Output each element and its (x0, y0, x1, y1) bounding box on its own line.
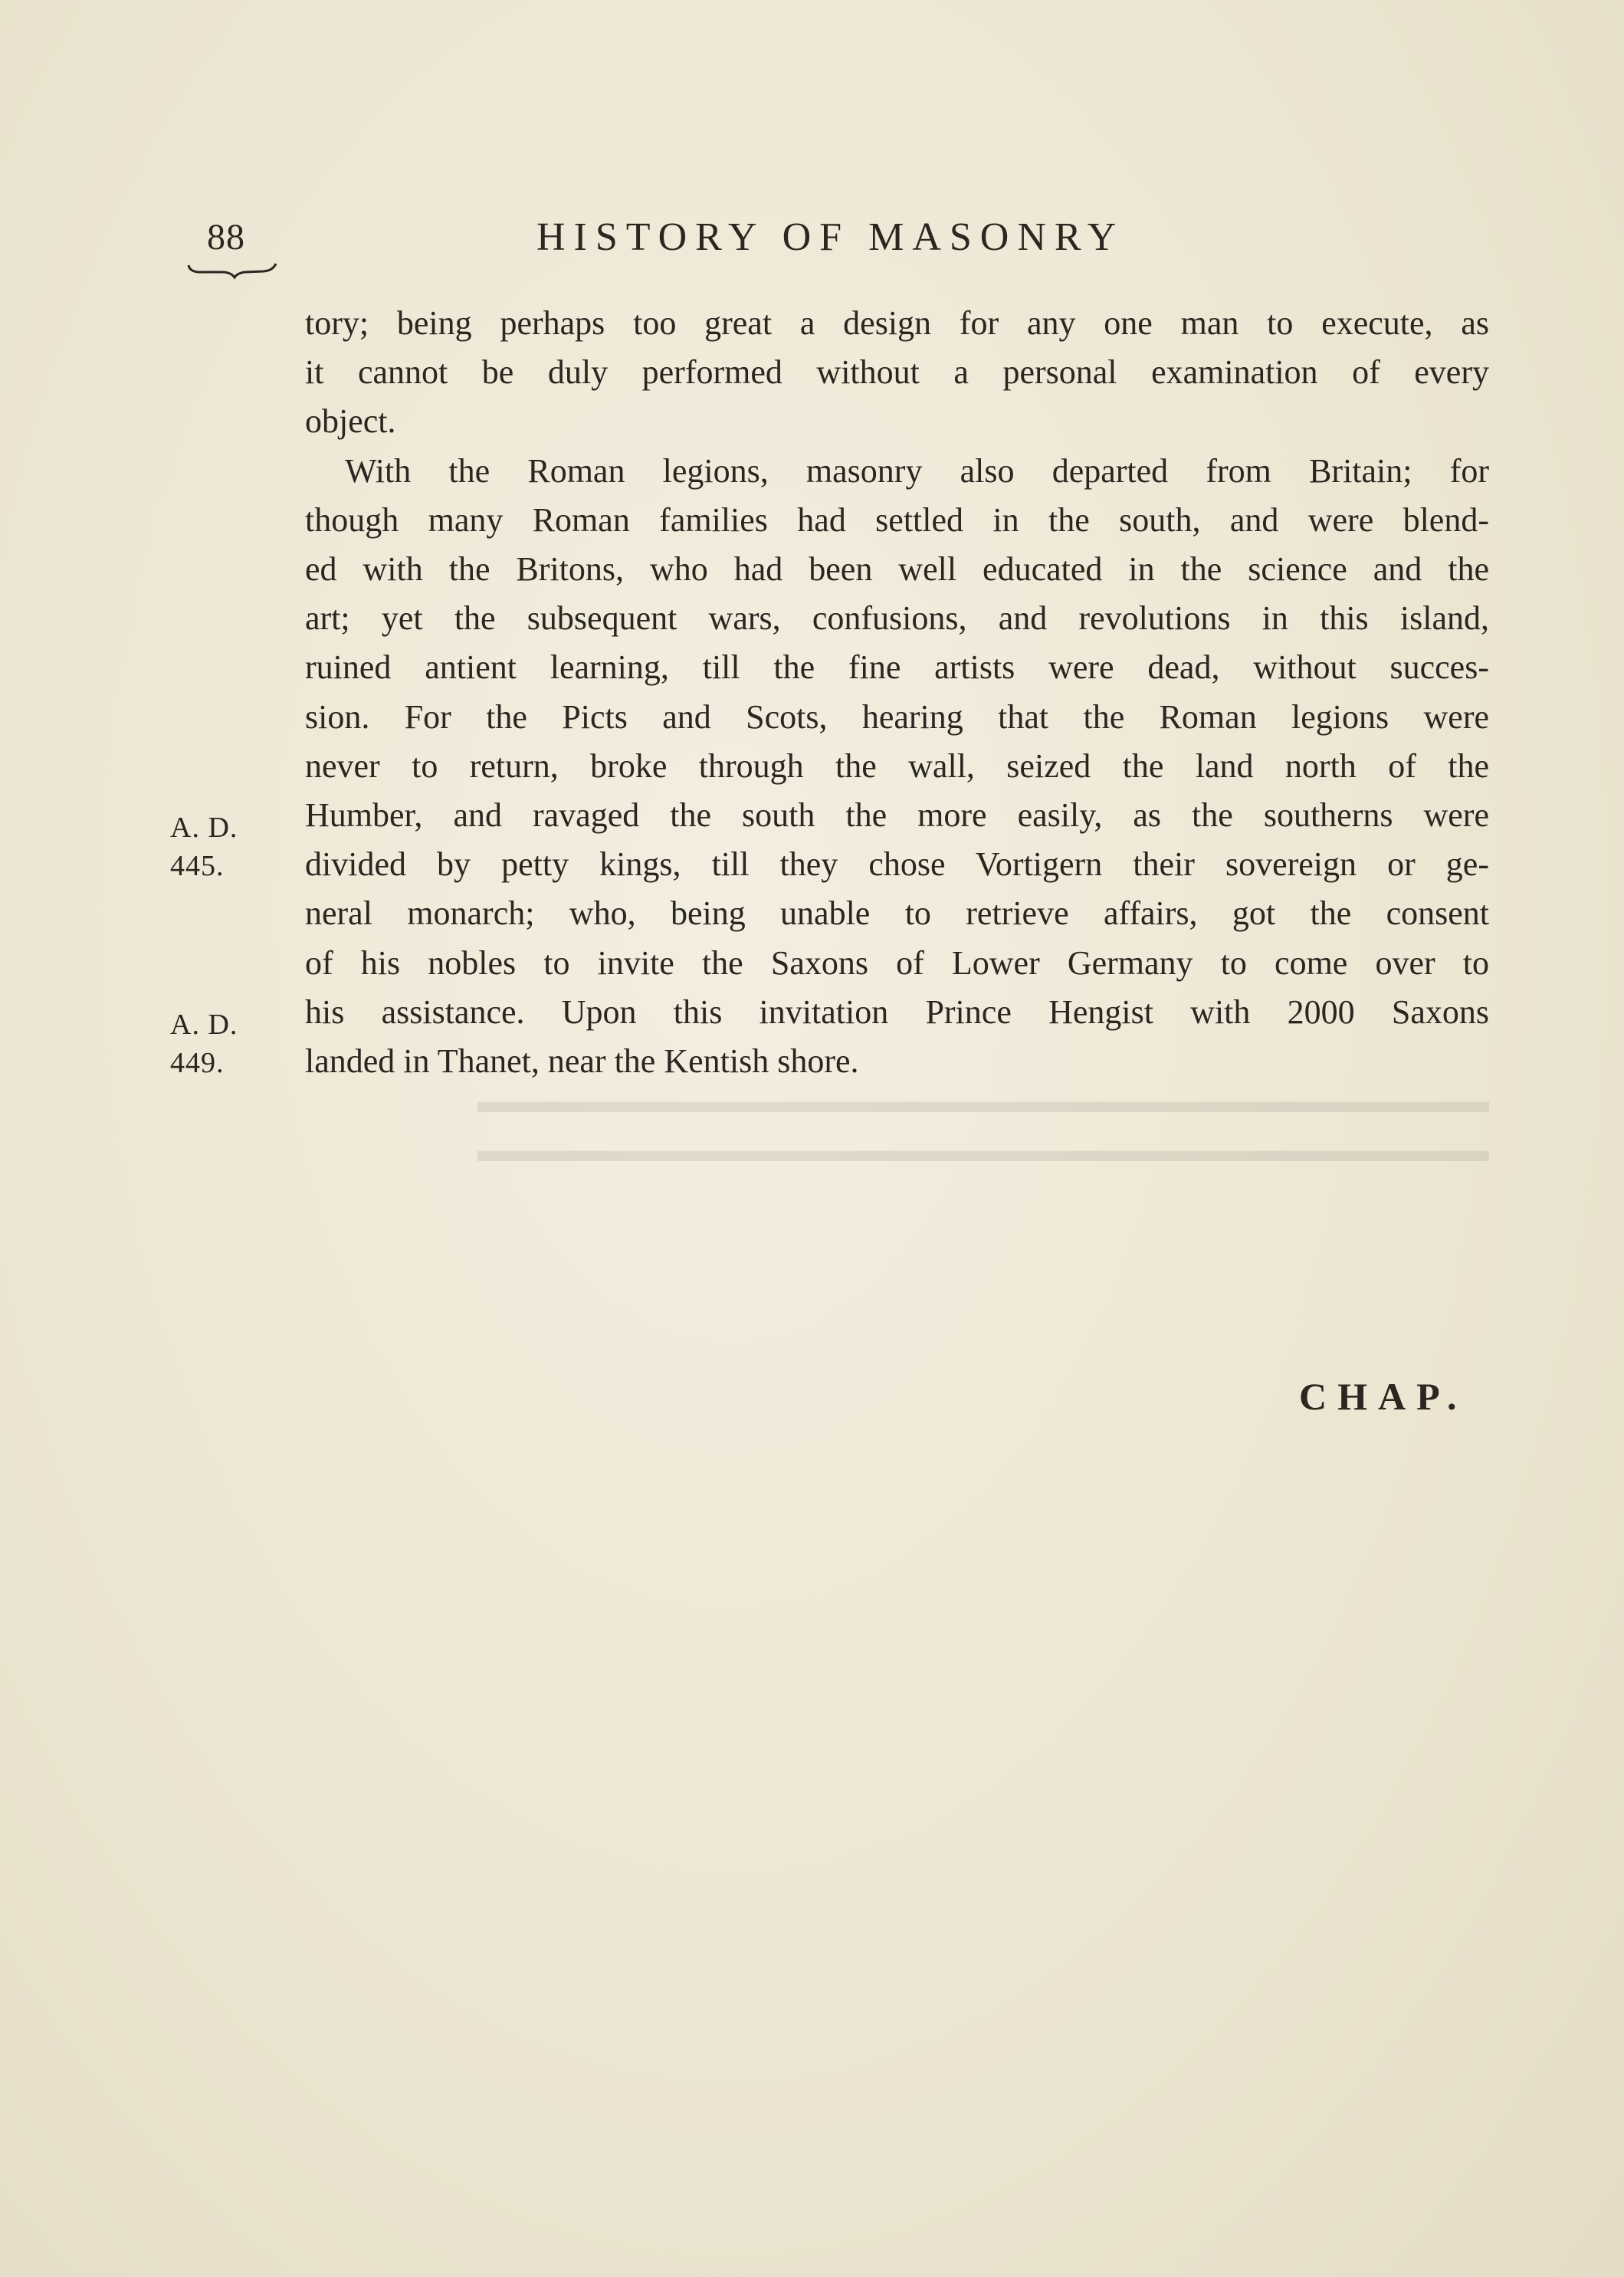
margin-note-year: 445. (170, 850, 225, 882)
text-line: art; yet the subsequent wars, confusions, and revolutions in this island, (305, 599, 1489, 638)
text-line: never to return, broke through the wall, seized the land north of the (305, 746, 1489, 785)
paragraph-first-line: With the Roman legions, masonry also departed from Britain; for (345, 451, 1489, 490)
text-line: sion. For the Picts and Scots, hearing that the Roman legions were (305, 697, 1489, 736)
running-head: HISTORY OF MASONRY (536, 215, 1125, 259)
text-line: divided by petty kings, till they chose Vortigern their sovereign or ge- (305, 845, 1489, 884)
margin-note-year: 449. (170, 1047, 225, 1079)
text-line: landed in Thanet, near the Kentish shore. (305, 1042, 859, 1081)
margin-note-label: A. D. (170, 1009, 238, 1041)
margin-note-date (170, 809, 238, 885)
text-line: ruined antient learning, till the fine artists were dead, without succes- (305, 648, 1489, 687)
page-number-bracket-ornament (187, 262, 279, 281)
text-line: of his nobles to invite the Saxons of Lower Germany to come over to (305, 943, 1489, 982)
text-line: his assistance. Upon this invitation Prince Hengist with 2000 Saxons (305, 992, 1489, 1031)
text-line: ed with the Britons, who had been well educated in the science and the (305, 550, 1489, 589)
margin-note-date (170, 1006, 238, 1082)
text-line: object. (305, 402, 396, 441)
text-line: it cannot be duly performed without a personal examination of every (305, 353, 1489, 392)
body-text (305, 299, 1489, 1086)
margin-note-label: A. D. (170, 812, 238, 844)
catchword: CHAP. (1299, 1375, 1468, 1418)
text-line: neral monarch; who, being unable to retrieve affairs, got the consent (305, 894, 1489, 933)
text-line: Humber, and ravaged the south the more easily, as the southerns were (305, 796, 1489, 835)
text-line: though many Roman families had settled in the south, and were blend- (305, 500, 1489, 539)
bleed-through-texture: ▬▬▬▬▬▬▬▬▬▬▬▬▬▬▬▬▬▬▬▬▬▬▬▬▬▬▬▬▬▬ ▬▬▬▬▬▬▬▬▬▬▬▬▬▬▬▬▬▬▬▬▬▬▬▬▬▬▬▬▬▬ (477, 1082, 1489, 1169)
text-line: tory; being perhaps too great a design for any one man to execute, as (305, 304, 1489, 342)
page-number: 88 (207, 217, 245, 258)
